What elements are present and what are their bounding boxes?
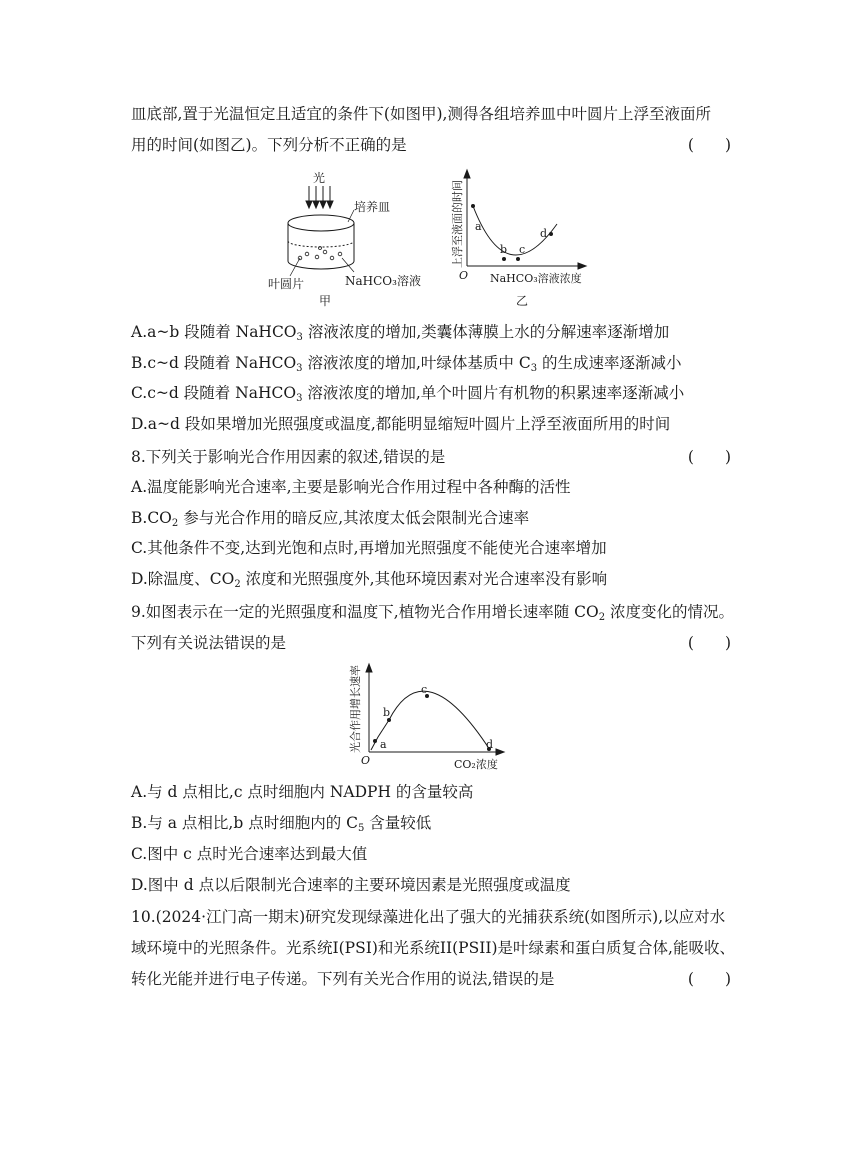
q9-option-b[interactable] xyxy=(131,812,731,840)
q7-option-b-text3: 的生成速率逐渐减小 xyxy=(537,354,682,372)
q7-option-d[interactable]: D.a~d 段如果增加光照强度或温度,都能明显缩短叶圆片上浮至液面所用的时间 xyxy=(131,415,671,433)
q7-option-b[interactable] xyxy=(131,352,731,380)
fig-q9-point-d: d xyxy=(486,738,494,751)
q7-option-b-text1: B.c~d 段随着 NaHCO xyxy=(131,354,297,372)
q9-option-b-text1: B.与 a 点相比,b 点时细胞内的 C xyxy=(131,814,358,832)
q9-option-d[interactable]: D.图中 d 点以后限制光合速率的主要环境因素是光照强度或温度 xyxy=(131,876,571,894)
fig-q9-xlabel: CO₂浓度 xyxy=(454,758,498,771)
leaf-discs xyxy=(298,247,342,260)
figure-q9 xyxy=(345,660,515,775)
q10-answer-paren: ( ) xyxy=(687,970,731,988)
q8-option-b-text1: B.CO xyxy=(131,509,172,527)
fig-q9-ylabel: 光合作用增长速率 xyxy=(349,665,362,753)
fig-yi-point-a: a xyxy=(475,220,482,233)
fig-jia-dish-label: 培养皿 xyxy=(354,200,391,214)
q7-stem-line1: 皿底部,置于光温恒定且适宜的条件下(如图甲),测得各组培养皿中叶圆片上浮至液面所 xyxy=(131,105,711,123)
fig-yi-origin: O xyxy=(459,269,469,282)
q7-option-c-text2: 溶液浓度的增加,单个叶圆片有机物的积累速率逐渐减小 xyxy=(302,384,685,402)
q7-option-a-text2: 溶液浓度的增加,类囊体薄膜上水的分解速率逐渐增加 xyxy=(302,323,670,341)
q7-option-b-sub1: 3 xyxy=(296,363,303,374)
q7-option-c-text1: C.c~d 段随着 NaHCO xyxy=(131,384,297,402)
figure-jia xyxy=(262,168,432,308)
q9-option-b-sub: 5 xyxy=(357,823,365,834)
q7-option-b-sub2: 3 xyxy=(530,363,538,374)
fig-jia-light-label: 光 xyxy=(313,171,326,185)
q9-stem-text2: 浓度变化的情况。 xyxy=(605,603,735,621)
fig-q9-point-b: b xyxy=(383,706,391,719)
q7-option-c[interactable] xyxy=(131,382,731,410)
q9-stem-line2 xyxy=(131,632,731,654)
fig-jia-leaf-label: 叶圆片 xyxy=(268,277,305,291)
q9-answer-paren: ( ) xyxy=(687,634,731,652)
q7-option-a[interactable] xyxy=(131,321,731,349)
q8-stem: 8.下列关于影响光合作用因素的叙述,错误的是 xyxy=(131,448,446,466)
q9-option-b-text2: 含量较低 xyxy=(364,814,432,832)
q9-stem-line1 xyxy=(131,601,735,629)
fig-yi-point-b: b xyxy=(500,243,508,256)
fig-jia-solution-label: NaHCO₃溶液 xyxy=(345,274,421,288)
fig-q9-points xyxy=(373,694,494,751)
q8-option-d-text2: 浓度和光照强度外,其他环境因素对光合速率没有影响 xyxy=(240,570,608,588)
q8-option-b-sub: 2 xyxy=(171,518,179,529)
fig-yi-ylabel: 上浮至液面的时间 xyxy=(451,180,464,268)
q7-answer-paren: ( ) xyxy=(687,136,731,154)
figure-yi xyxy=(447,164,597,309)
q8-answer-paren: ( ) xyxy=(687,448,731,466)
fig-jia-caption: 甲 xyxy=(319,294,332,308)
q8-option-a[interactable]: A.温度能影响光合速率,主要是影响光合作用过程中各种酶的活性 xyxy=(131,478,571,496)
q8-option-d-text1: D.除温度、CO xyxy=(131,570,235,588)
q10-stem-line3 xyxy=(131,968,731,990)
fig-q9-point-a: a xyxy=(380,738,387,751)
fig-q9-origin: O xyxy=(361,754,371,767)
q7-option-a-sub: 3 xyxy=(296,332,303,343)
fig-yi-point-d: d xyxy=(540,227,548,240)
q7-stem-line2 xyxy=(131,134,731,156)
q9-option-a[interactable]: A.与 d 点相比,c 点时细胞内 NADPH 的含量较高 xyxy=(131,783,474,801)
fig-yi-caption: 乙 xyxy=(516,294,529,308)
q8-option-b[interactable] xyxy=(131,507,731,535)
q7-option-b-text2: 溶液浓度的增加,叶绿体基质中 C xyxy=(302,354,531,372)
q7-option-c-sub: 3 xyxy=(296,393,303,404)
q7-stem-text: 用的时间(如图乙)。下列分析不正确的是 xyxy=(131,136,407,154)
q8-stem-line xyxy=(131,446,731,468)
q8-option-c[interactable]: C.其他条件不变,达到光饱和点时,再增加光照强度不能使光合速率增加 xyxy=(131,539,607,557)
q7-option-a-text1: A.a~b 段随着 NaHCO xyxy=(131,323,297,341)
q9-stem-text1: 9.如图表示在一定的光照强度和温度下,植物光合作用增长速率随 CO xyxy=(131,603,599,621)
q8-option-d[interactable] xyxy=(131,568,731,596)
fig-yi-point-c: c xyxy=(519,243,526,256)
q8-option-d-sub: 2 xyxy=(234,579,241,590)
q9-stem-text3: 下列有关说法错误的是 xyxy=(131,634,287,652)
q10-stem-line2: 域环境中的光照条件。光系统I(PSI)和光系统II(PSII)是叶绿素和蛋白质复合体,能吸收、 xyxy=(131,939,735,957)
q10-stem-line1: 10.(2024·江门高一期末)研究发现绿藻进化出了强大的光捕获系统(如图所示),以应对水 xyxy=(131,908,726,926)
q9-option-c[interactable]: C.图中 c 点时光合速率达到最大值 xyxy=(131,845,368,863)
light-arrows xyxy=(306,186,333,208)
fig-q9-point-c: c xyxy=(421,683,428,696)
q10-stem-text: 转化光能并进行电子传递。下列有关光合作用的说法,错误的是 xyxy=(131,970,555,988)
fig-yi-xlabel: NaHCO₃溶液浓度 xyxy=(490,272,582,285)
q8-option-b-text2: 参与光合作用的暗反应,其浓度太低会限制光合速率 xyxy=(178,509,530,527)
q9-stem-sub: 2 xyxy=(598,612,606,623)
